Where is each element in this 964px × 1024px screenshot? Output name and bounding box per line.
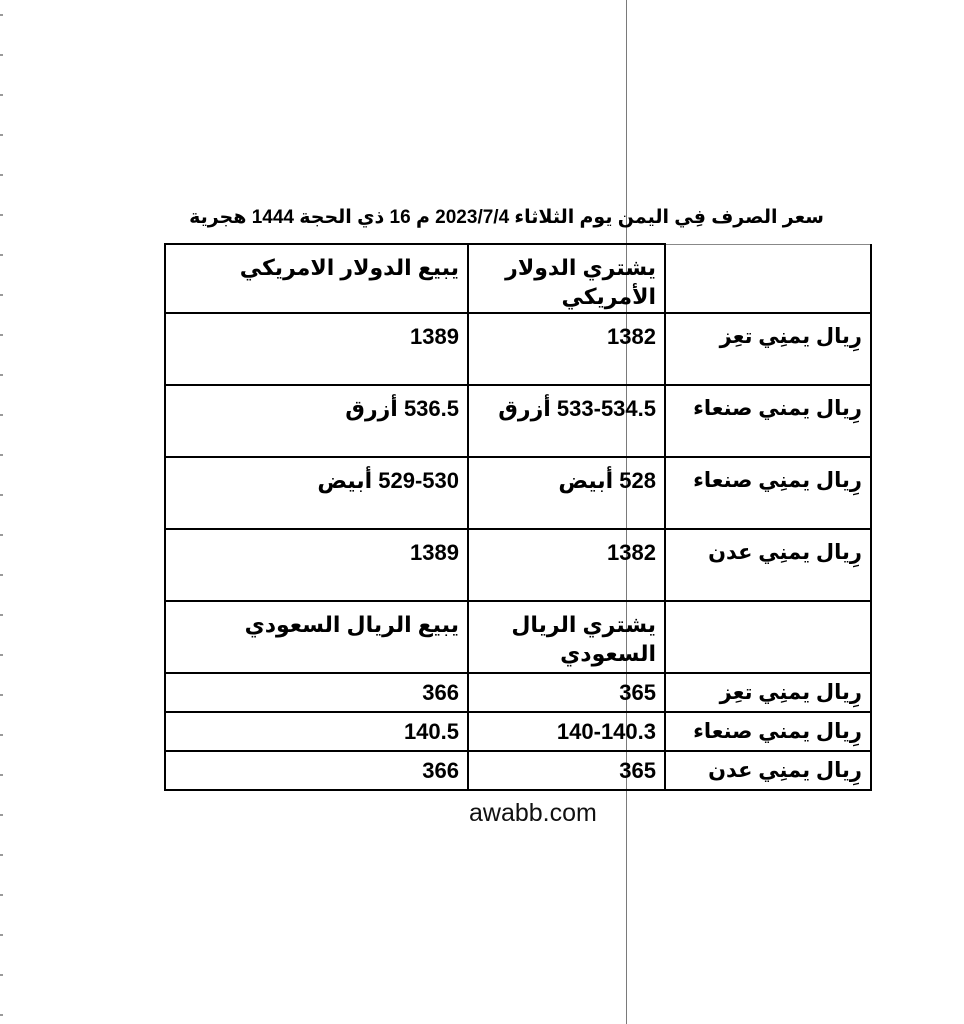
table-row — [165, 529, 871, 601]
table-row — [165, 751, 871, 790]
sell-value: 529-530 أبيض — [165, 457, 468, 529]
buy-value: 140-140.3 — [468, 712, 665, 751]
row-label: رِيال يمنِي عدن — [665, 751, 871, 790]
sell-value: 366 — [165, 673, 468, 712]
buy-value: 365 — [468, 673, 665, 712]
buy-value: 1382 — [468, 313, 665, 385]
header-sell-dollar: يبيع الدولار الامريكي — [165, 244, 468, 313]
exchange-rate-table — [164, 243, 872, 791]
row-label: رِيال يمنِي صنعاء — [665, 457, 871, 529]
header-sell-riyal: يبيع الريال السعودي — [165, 601, 468, 673]
row-label: رِيال يمني صنعاء — [665, 385, 871, 457]
sell-value: 536.5 أزرق — [165, 385, 468, 457]
website-url: awabb.com — [469, 799, 597, 827]
buy-value: 1382 — [468, 529, 665, 601]
table-row — [165, 673, 871, 712]
buy-value: 528 أبيض — [468, 457, 665, 529]
buy-value: 533-534.5 أزرق — [468, 385, 665, 457]
sell-value: 366 — [165, 751, 468, 790]
row-label: رِيال يمني صنعاء — [665, 712, 871, 751]
sell-value: 1389 — [165, 313, 468, 385]
table-row — [165, 712, 871, 751]
page-edge-marks — [0, 0, 3, 1024]
row-label: رِيال يمنِي عدن — [665, 529, 871, 601]
buy-value: 365 — [468, 751, 665, 790]
header-label-cell — [665, 601, 871, 673]
header-buy-dollar: يشتري الدولار الأمريكي — [468, 244, 665, 313]
sell-value: 1389 — [165, 529, 468, 601]
table-row — [165, 313, 871, 385]
table-header-row-riyal — [165, 601, 871, 673]
table-header-row-dollar — [165, 244, 871, 313]
header-label-cell — [665, 244, 871, 313]
row-label: رِيال يمنِي تعِز — [665, 673, 871, 712]
header-buy-riyal: يشتري الريال السعودي — [468, 601, 665, 673]
table-row — [165, 385, 871, 457]
sell-value: 140.5 — [165, 712, 468, 751]
document-title: سعر الصرف فِي اليمن يوم الثلاثاء 2023/7/4 م 16 ذي الحجة 1444 هجرية — [189, 207, 824, 228]
row-label: رِيال يمنِي تعِز — [665, 313, 871, 385]
table-row — [165, 457, 871, 529]
